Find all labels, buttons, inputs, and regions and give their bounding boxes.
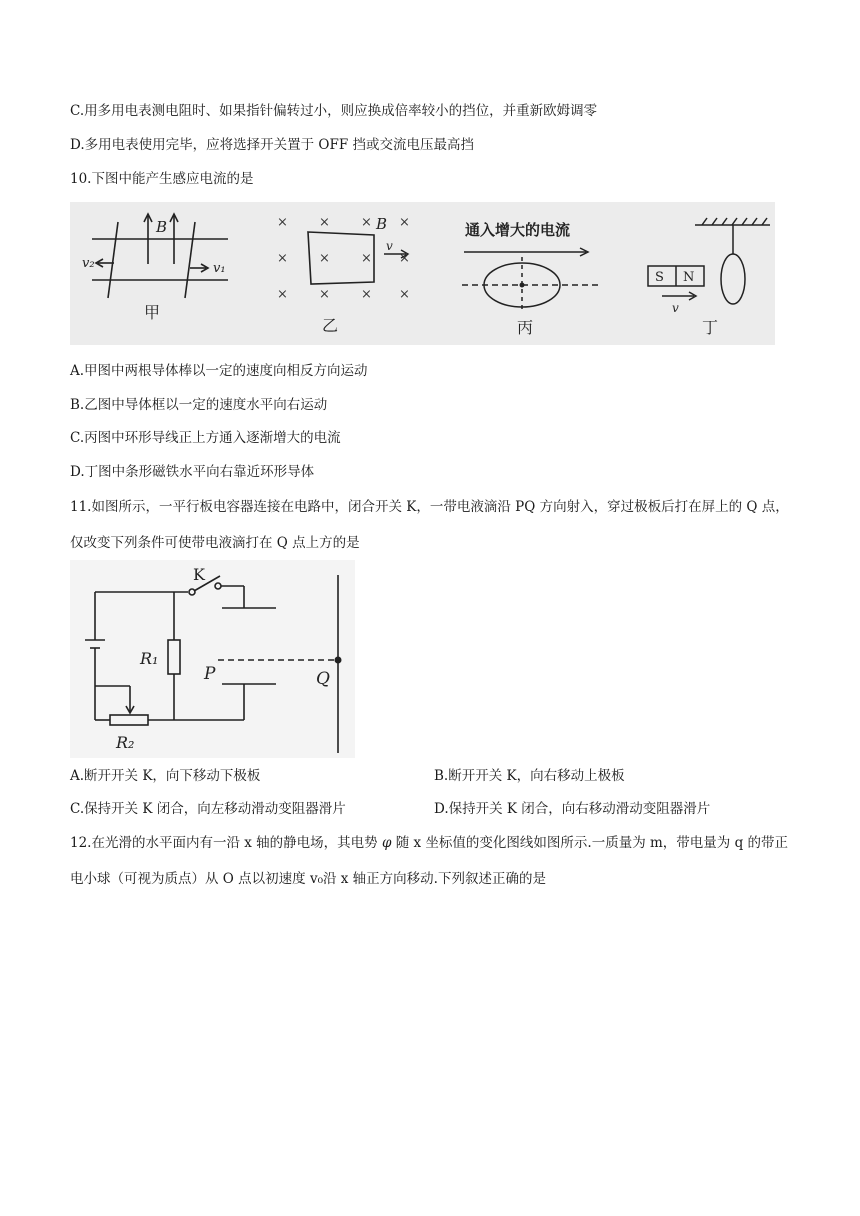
option-d-q9: D.多用电表使用完毕，应将选择开关置于 OFF 挡或交流电压最高挡 [70, 137, 475, 153]
svg-text:×: × [319, 287, 330, 302]
svg-text:×: × [319, 215, 330, 230]
bing-caption: 丙 [517, 318, 534, 337]
option-c-q10: C.丙图中环形导线正上方通入逐渐增大的电流 [70, 430, 341, 446]
option-d-q10: D.丁图中条形磁铁水平向右靠近环形导体 [70, 464, 315, 480]
label-q: Q [316, 669, 330, 689]
question-10: 10.下图中能产生感应电流的是 [70, 171, 254, 187]
ding-label-v: v [672, 301, 679, 315]
label-k: K [193, 565, 205, 584]
svg-text:×: × [319, 251, 330, 266]
jia-label-v1: v₁ [213, 261, 226, 276]
jia-label-b: B [156, 218, 168, 236]
figure-11 [70, 560, 355, 758]
question-12 [70, 825, 792, 897]
option-c-q11: C.保持开关 K 闭合，向左移动滑动变阻器滑片 [70, 801, 346, 817]
option-a-q11: A.断开开关 K，向下移动下极板 [70, 768, 261, 784]
question-12-part1: 12.在光滑的水平面内有一沿 x 轴的静电场，其电势 [70, 835, 378, 851]
svg-text:×: × [277, 251, 288, 266]
option-a-q10: A.甲图中两根导体棒以一定的速度向相反方向运动 [70, 363, 368, 379]
label-p: P [204, 664, 216, 684]
bing-label: 通入增大的电流 [465, 221, 571, 239]
svg-text:×: × [399, 287, 410, 302]
ding-label-s: S [655, 270, 664, 285]
figure-11-svg [70, 560, 355, 758]
ding-label-n: N [683, 270, 695, 285]
svg-text:×: × [361, 215, 372, 230]
ding-caption: 丁 [702, 318, 719, 337]
label-r2: R₂ [116, 733, 135, 752]
svg-text:×: × [399, 215, 410, 230]
phi-symbol: φ [381, 835, 392, 851]
option-b-q10: B.乙图中导体框以一定的速度水平向右运动 [70, 397, 328, 413]
svg-text:×: × [399, 251, 410, 266]
figure-10-svg [70, 202, 775, 345]
yi-caption: 乙 [322, 316, 339, 335]
option-d-q11: D.保持开关 K 闭合，向右移动滑动变阻器滑片 [434, 801, 711, 817]
option-b-q11: B.断开开关 K，向右移动上极板 [434, 768, 625, 784]
svg-text:×: × [361, 287, 372, 302]
label-r1: R₁ [140, 649, 159, 668]
svg-text:×: × [277, 287, 288, 302]
figure-10 [70, 202, 775, 345]
yi-label-b: B [376, 215, 388, 233]
jia-label-v2: v₂ [82, 256, 95, 271]
jia-caption: 甲 [144, 303, 161, 322]
question-11: 11.如图所示，一平行板电容器连接在电路中，闭合开关 K，一带电液滴沿 PQ 方向射入，穿过极板后打在屏上的 Q 点，仅改变下列条件可使带电液滴打在 Q 点上方的是 [70, 499, 789, 551]
svg-text:×: × [277, 215, 288, 230]
question-12-part2: 随 x 坐标值的变化图线如图所示.一质量为 m，带电量为 q 的带正电小球（可视为质点）从 O 点以初速度 v₀沿 x 轴正方向移动.下列叙述正确的是 [70, 835, 789, 887]
option-c-q9: C.用多用电表测电阻时、如果指针偏转过小，则应换成倍率较小的挡位，并重新欧姆调零 [70, 103, 598, 119]
yi-label-v: v [386, 239, 393, 253]
svg-text:×: × [361, 251, 372, 266]
